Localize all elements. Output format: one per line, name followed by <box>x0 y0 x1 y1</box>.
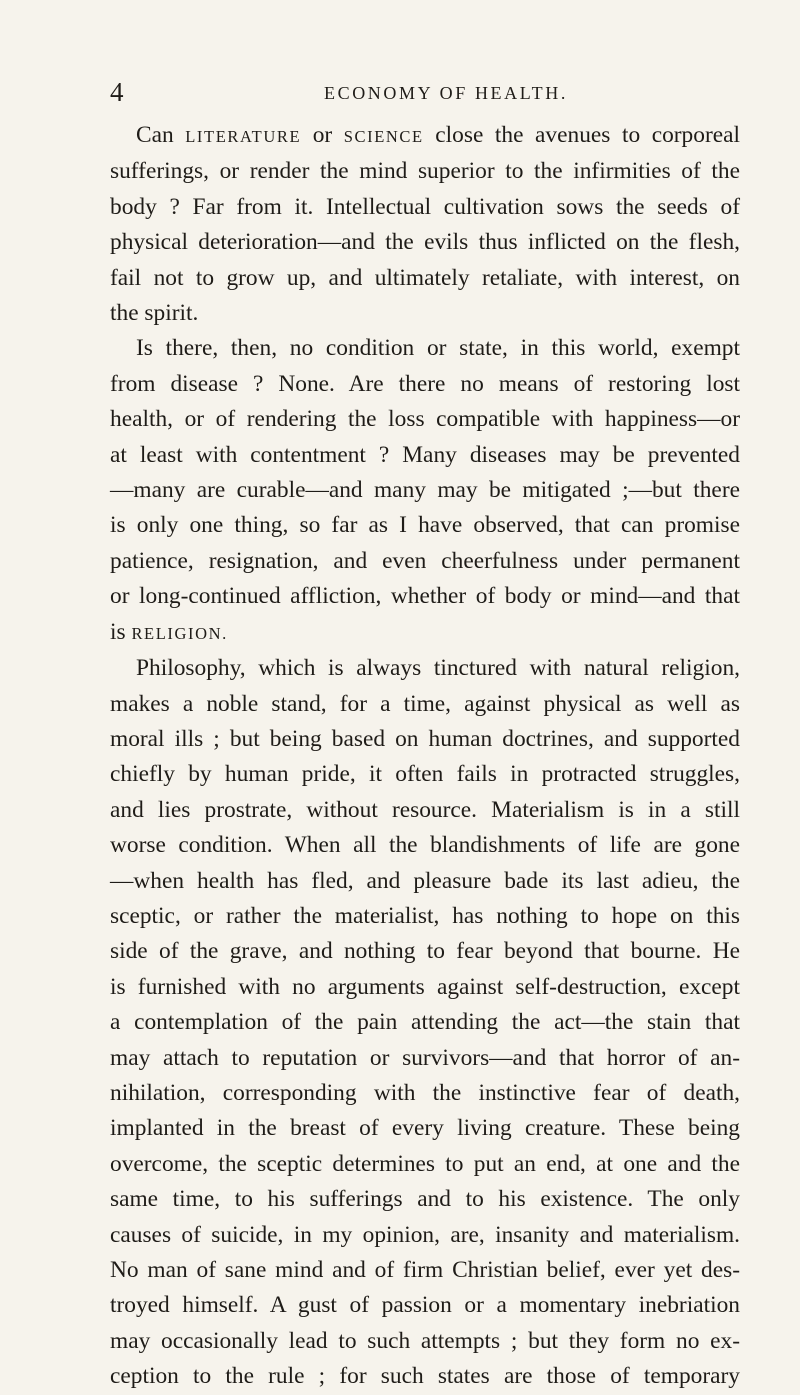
text-span: or <box>301 122 344 148</box>
text-line: body ? Far from it. Intellectual cultivation sows the seeds of <box>110 193 740 220</box>
text-line: at least with contentment ? Many diseases may be prevented <box>110 441 740 468</box>
text-line: No man of sane mind and of firm Christian belief, ever yet des- <box>110 1257 740 1283</box>
text-line: moral ills ; but being based on human doctrines, and supported <box>110 725 740 752</box>
text-line: implanted in the breast of every living creature. These being <box>110 1115 740 1142</box>
page-number: 4 <box>110 77 124 107</box>
text-line: causes of suicide, in my opinion, are, insanity and materialism. <box>110 1221 740 1248</box>
body-text <box>110 118 740 1395</box>
text-line <box>110 615 740 651</box>
text-line: same time, to his sufferings and to his existence. The only <box>110 1186 740 1213</box>
text-line: Is there, then, no condition or state, in this world, exempt <box>136 335 740 362</box>
text-line: Philosophy, which is always tinctured with natural religion, <box>136 655 740 682</box>
text-line: sufferings, or render the mind superior to the infirmities of the <box>110 158 740 185</box>
text-line: worse condition. When all the blandishments of life are gone <box>110 832 740 859</box>
small-caps-term: LITERATURE <box>185 127 302 146</box>
text-line: troyed himself. A gust of passion or a momentary inebriation <box>110 1292 740 1319</box>
text-line <box>110 118 740 154</box>
text-line: ception to the rule ; for such states are those of temporary <box>110 1363 740 1390</box>
text-line: fail not to grow up, and ultimately retaliate, with interest, on <box>110 264 740 291</box>
text-span: is <box>110 618 132 645</box>
small-caps-term: RELIGION. <box>131 623 228 643</box>
text-line: or long-continued affliction, whether of body or mind—and that <box>110 583 740 610</box>
text-line: is only one thing, so far as I have observed, that can promise <box>110 512 740 539</box>
text-line: health, or of rendering the loss compatible with happiness—or <box>110 406 740 433</box>
text-span: close the avenues to corporeal <box>423 122 741 148</box>
text-line: the spirit. <box>110 300 199 327</box>
small-caps-term: SCIENCE <box>343 127 424 146</box>
text-line: a contemplation of the pain attending the act—the stain that <box>110 1009 740 1036</box>
text-line: sceptic, or rather the materialist, has nothing to hope on this <box>110 902 740 929</box>
text-line: chiefly by human pride, it often fails in protracted struggles, <box>110 761 740 788</box>
text-line: physical deterioration—and the evils thus inflicted on the flesh, <box>110 229 740 256</box>
running-title: ECONOMY OF HEALTH. <box>324 83 568 103</box>
text-line: from disease ? None. Are there no means of restoring lost <box>110 370 740 397</box>
text-line: may occasionally lead to such attempts ; but they form no ex- <box>110 1327 740 1354</box>
text-line: overcome, the sceptic determines to put an end, at one and the <box>110 1150 740 1177</box>
text-line: —when health has fled, and pleasure bade its last adieu, the <box>110 867 740 894</box>
text-line: side of the grave, and nothing to fear beyond that bourne. He <box>110 938 740 965</box>
text-line: may attach to reputation or survivors—and that horror of an- <box>110 1044 740 1071</box>
text-line: is furnished with no arguments against self-destruction, except <box>110 973 740 1000</box>
page-header <box>110 76 740 108</box>
text-line: —many are curable—and many may be mitigated ;—but there <box>110 477 740 504</box>
text-line: and lies prostrate, without resource. Materialism is in a still <box>110 796 740 823</box>
text-line: patience, resignation, and even cheerfulness under permanent <box>110 547 740 574</box>
text-line: nihilation, corresponding with the instinctive fear of death, <box>110 1079 740 1106</box>
text-span: Can <box>136 122 186 148</box>
text-line: makes a noble stand, for a time, against physical as well as <box>110 690 740 717</box>
